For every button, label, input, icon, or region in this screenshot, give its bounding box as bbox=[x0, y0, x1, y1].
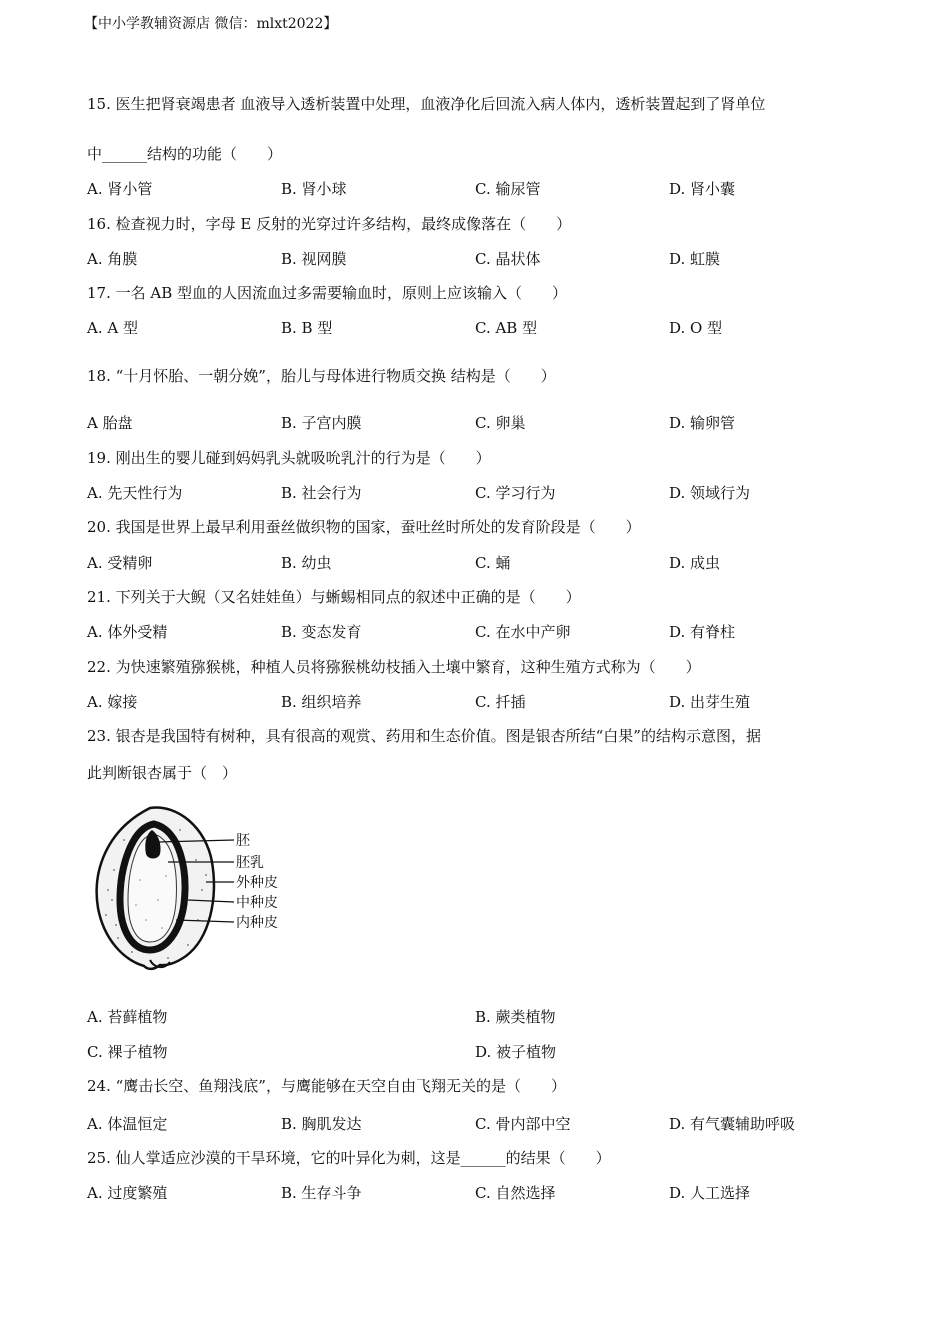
question-20-option-c: C. 蛹 bbox=[475, 554, 511, 572]
question-19-option-a: A. 先天性行为 bbox=[87, 484, 183, 502]
question-22-option-c: C. 扦插 bbox=[475, 693, 526, 711]
question-15-option-d: D. 肾小囊 bbox=[669, 180, 736, 198]
question-19-stem: 19. 刚出生的婴儿碰到妈妈乳头就吸吮乳汁的行为是（ ） bbox=[87, 449, 491, 467]
question-21-option-d: D. 有脊柱 bbox=[669, 623, 736, 641]
question-15-stem: 15. 医生把肾衰竭患者 血液导入透析装置中处理，血液净化后回流入病人体内，透析装置起到了肾单位 bbox=[87, 95, 766, 113]
question-19-option-d: D. 领域行为 bbox=[669, 484, 751, 502]
ginkgo-seed-diagram bbox=[88, 800, 288, 975]
label-outer-seed-coat: 外种皮 bbox=[236, 875, 278, 891]
question-23-stem-cont: 此判断银杏属于（ ） bbox=[87, 764, 238, 782]
question-22-stem: 22. 为快速繁殖猕猴桃，种植人员将猕猴桃幼枝插入土壤中繁育，这种生殖方式称为（ ） bbox=[87, 658, 701, 676]
question-25-option-a: A. 过度繁殖 bbox=[87, 1184, 168, 1202]
question-24-option-b: B. 胸肌发达 bbox=[281, 1115, 362, 1133]
question-24-stem: 24. “鹰击长空、鱼翔浅底”，与鹰能够在天空自由飞翔无关的是（ ） bbox=[87, 1077, 566, 1095]
question-22-option-a: A. 嫁接 bbox=[87, 693, 138, 711]
question-17-option-d: D. O 型 bbox=[669, 319, 723, 337]
label-middle-seed-coat: 中种皮 bbox=[236, 895, 278, 911]
label-embryo: 胚 bbox=[236, 833, 250, 849]
question-23-option-d: D. 被子植物 bbox=[475, 1043, 557, 1061]
question-21-option-c: C. 在水中产卵 bbox=[475, 623, 571, 641]
label-endosperm: 胚乳 bbox=[236, 855, 264, 871]
question-24-option-a: A. 体温恒定 bbox=[87, 1115, 168, 1133]
question-15-option-c: C. 输尿管 bbox=[475, 180, 541, 198]
question-15-stem-cont: 中______结构的功能（ ） bbox=[87, 145, 283, 163]
question-17-option-a: A. A 型 bbox=[87, 319, 138, 337]
question-19-option-c: C. 学习行为 bbox=[475, 484, 556, 502]
question-16-option-b: B. 视网膜 bbox=[281, 250, 347, 268]
question-22-option-b: B. 组织培养 bbox=[281, 693, 362, 711]
question-21-stem: 21. 下列关于大鲵（又名娃娃鱼）与蜥蜴相同点的叙述中正确的是（ ） bbox=[87, 588, 581, 606]
question-18-option-c: C. 卵巢 bbox=[475, 414, 526, 432]
question-18-option-a: A 胎盘 bbox=[87, 414, 133, 432]
question-25-option-b: B. 生存斗争 bbox=[281, 1184, 362, 1202]
question-23-stem: 23. 银杏是我国特有树种，具有很高的观赏、药用和生态价值。图是银杏所结“白果”的结构示意图，据 bbox=[87, 727, 761, 745]
question-23-option-b: B. 蕨类植物 bbox=[475, 1008, 556, 1026]
page-header: 【中小学教辅资源店 微信：mlxt2022】 bbox=[84, 16, 338, 32]
question-25-option-c: C. 自然选择 bbox=[475, 1184, 556, 1202]
question-17-stem: 17. 一名 AB 型血的人因流血过多需要输血时，原则上应该输入（ ） bbox=[87, 284, 568, 302]
question-18-option-d: D. 输卵管 bbox=[669, 414, 736, 432]
question-20-stem: 20. 我国是世界上最早利用蚕丝做织物的国家，蚕吐丝时所处的发育阶段是（ ） bbox=[87, 518, 641, 536]
question-20-option-a: A. 受精卵 bbox=[87, 554, 153, 572]
question-22-option-d: D. 出芽生殖 bbox=[669, 693, 751, 711]
question-17-option-b: B. B 型 bbox=[281, 319, 333, 337]
question-18-stem: 18. “十月怀胎、一朝分娩”，胎儿与母体进行物质交换 结构是（ ） bbox=[87, 367, 556, 385]
question-24-option-c: C. 骨内部中空 bbox=[475, 1115, 571, 1133]
question-20-option-d: D. 成虫 bbox=[669, 554, 721, 572]
question-23-option-c: C. 裸子植物 bbox=[87, 1043, 168, 1061]
question-16-option-a: A. 角膜 bbox=[87, 250, 138, 268]
question-24-option-d: D. 有气囊辅助呼吸 bbox=[669, 1115, 796, 1133]
question-17-option-c: C. AB 型 bbox=[475, 319, 538, 337]
question-16-option-d: D. 虹膜 bbox=[669, 250, 721, 268]
question-18-option-b: B. 子宫内膜 bbox=[281, 414, 362, 432]
question-21-option-b: B. 变态发育 bbox=[281, 623, 362, 641]
question-20-option-b: B. 幼虫 bbox=[281, 554, 332, 572]
question-21-option-a: A. 体外受精 bbox=[87, 623, 168, 641]
question-15-option-a: A. 肾小管 bbox=[87, 180, 153, 198]
question-25-option-d: D. 人工选择 bbox=[669, 1184, 751, 1202]
question-23-option-a: A. 苔藓植物 bbox=[87, 1008, 168, 1026]
question-16-option-c: C. 晶状体 bbox=[475, 250, 541, 268]
question-25-stem: 25. 仙人掌适应沙漠的干旱环境，它的叶异化为刺，这是______的结果（ ） bbox=[87, 1149, 611, 1167]
question-16-stem: 16. 检查视力时，字母 E 反射的光穿过许多结构，最终成像落在（ ） bbox=[87, 215, 572, 233]
question-15-option-b: B. 肾小球 bbox=[281, 180, 347, 198]
label-inner-seed-coat: 内种皮 bbox=[236, 915, 278, 931]
question-19-option-b: B. 社会行为 bbox=[281, 484, 362, 502]
